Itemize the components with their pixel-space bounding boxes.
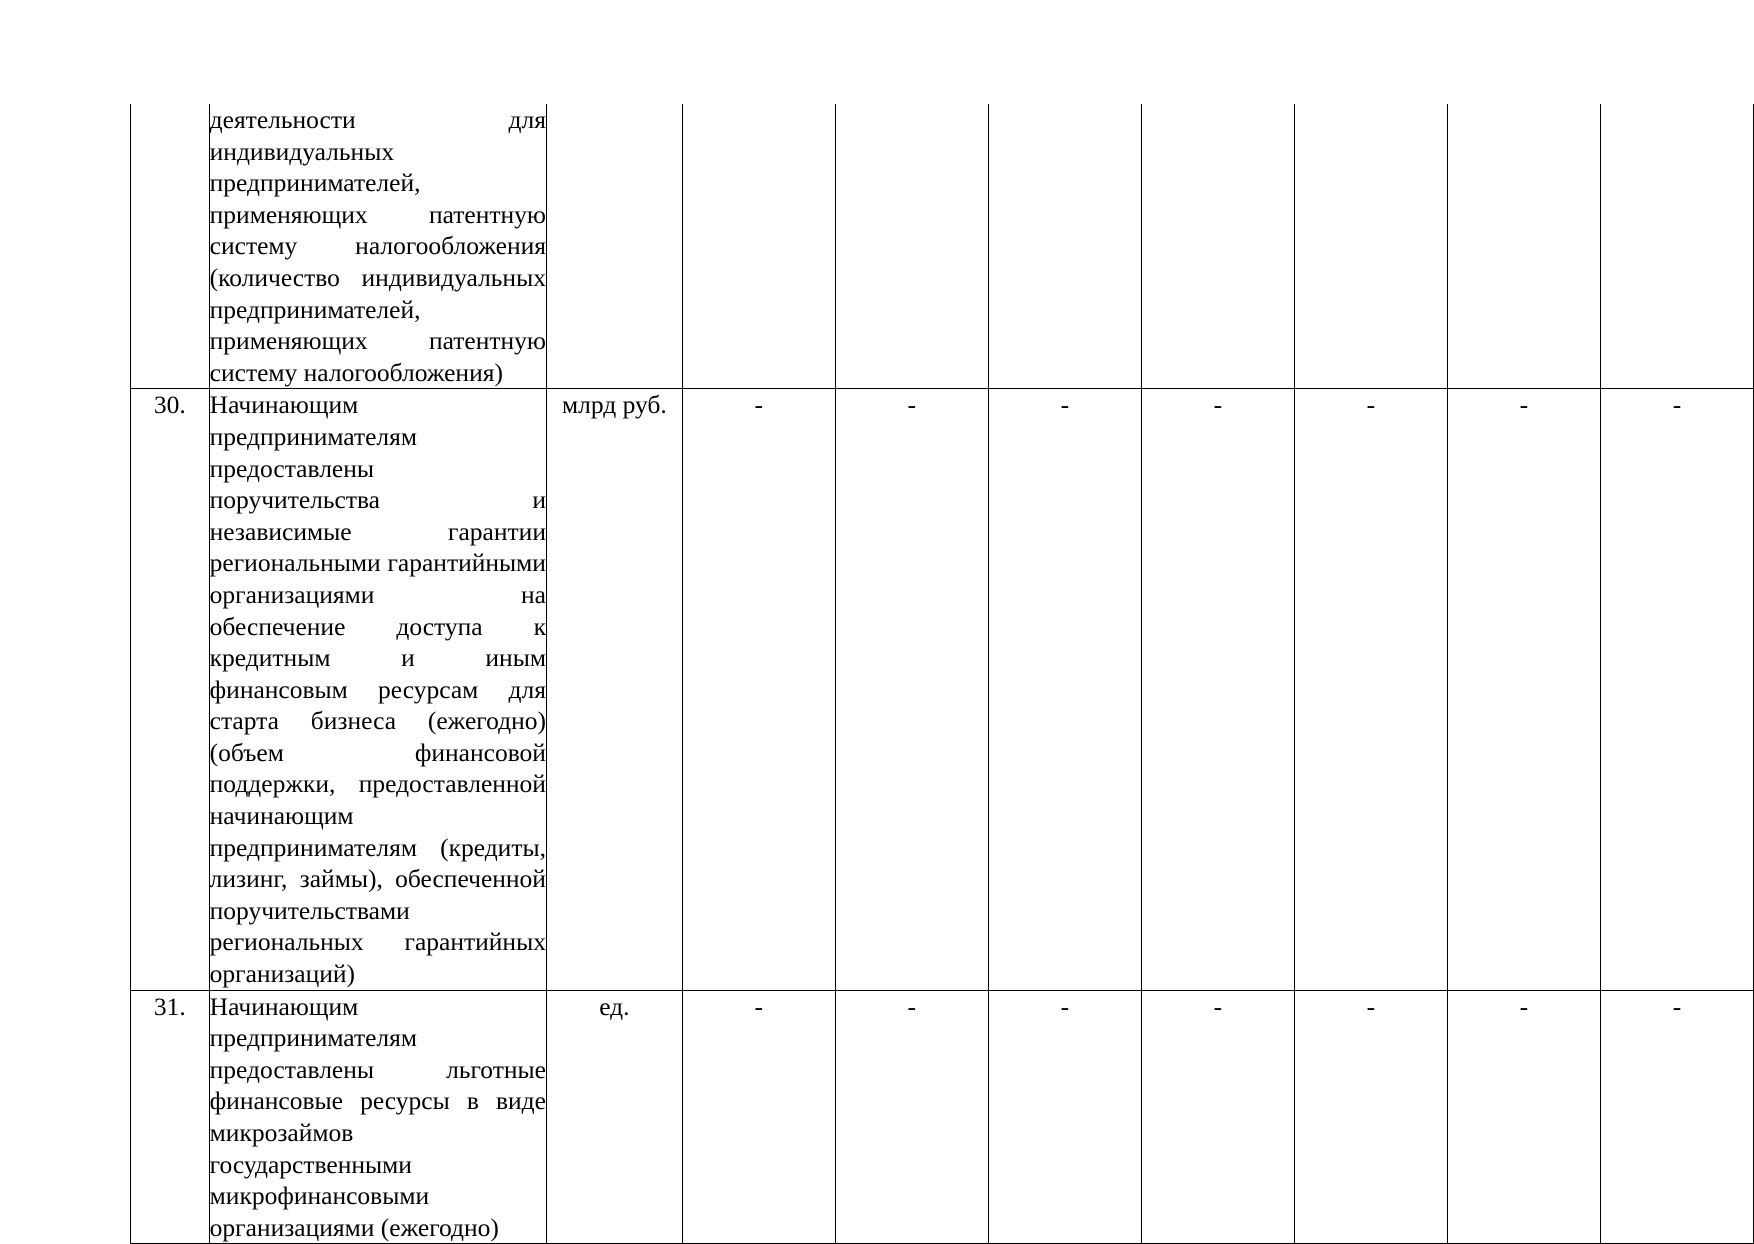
- row-value-cell-5: -: [1294, 990, 1447, 1244]
- row-unit-cell: ед.: [546, 990, 682, 1244]
- indicators-table: [130, 104, 1754, 1244]
- row-description-text: Начинающим предпринимателям предоставлены льготные финансовые ресурсы в виде микрозаймов государственными микрофинансовыми организациями (ежегодно): [209, 991, 546, 1242]
- table-row: [131, 389, 1754, 990]
- row-value-cell-6: -: [1447, 990, 1600, 1244]
- row-value-cell-2: -: [835, 389, 988, 990]
- row-value-cell-4: [1141, 104, 1294, 389]
- row-value-cell-3: -: [988, 389, 1141, 990]
- table-row: [131, 990, 1754, 1244]
- row-value-cell-3: -: [988, 990, 1141, 1244]
- row-value-cell-6: -: [1447, 389, 1600, 990]
- row-value-cell-2: [835, 104, 988, 389]
- row-number-cell: 30.: [131, 389, 210, 990]
- row-value-cell-5: [1294, 104, 1447, 389]
- table-row: [131, 104, 1754, 389]
- row-description-cell: [209, 104, 546, 389]
- row-description-text: Начинающим предпринимателям предоставлены поручительства и независимые гарантии региональными гарантийными организациями на обеспечение доступа к кредитным и иным финансовым ресурсам для старта бизнеса (ежегодно) (объем финансовой поддержки, предоставленной начинающим предпринимателям (кредиты, лизинг, займы), обеспеченной поручительствами региональных гарантийных организаций): [209, 390, 546, 989]
- row-unit-cell: [546, 104, 682, 389]
- row-value-cell-7: [1600, 104, 1753, 389]
- row-value-cell-7: -: [1600, 990, 1753, 1244]
- row-value-cell-5: -: [1294, 389, 1447, 990]
- row-value-cell-1: -: [682, 389, 835, 990]
- row-value-cell-1: [682, 104, 835, 389]
- row-value-cell-7: -: [1600, 389, 1753, 990]
- row-value-cell-4: -: [1141, 389, 1294, 990]
- row-description-cell: [209, 990, 546, 1244]
- row-value-cell-1: -: [682, 990, 835, 1244]
- row-value-cell-3: [988, 104, 1141, 389]
- row-number-cell: [131, 104, 210, 389]
- row-value-cell-6: [1447, 104, 1600, 389]
- row-number-cell: 31.: [131, 990, 210, 1244]
- row-description-text: деятельности для индивидуальных предпринимателей, применяющих патентную систему налогообложения (количество индивидуальных предпринимателей, применяющих патентную систему налогообложения): [209, 105, 546, 387]
- row-description-cell: [209, 389, 546, 990]
- row-value-cell-2: -: [835, 990, 988, 1244]
- row-value-cell-4: -: [1141, 990, 1294, 1244]
- row-unit-cell: млрд руб.: [546, 389, 682, 990]
